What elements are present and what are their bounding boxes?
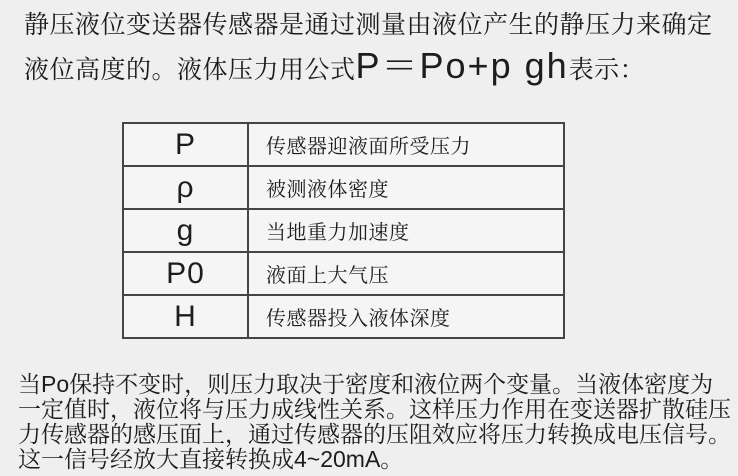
- paragraph-line: 当Po保持不变时，则压力取决于密度和液位两个变量。当液体密度为: [18, 371, 714, 397]
- intro-line-2-prefix: 液位高度的。液体压力用公式: [24, 56, 356, 84]
- description-cell: 传感器投入液体深度: [248, 295, 564, 338]
- intro-paragraph: [24, 6, 724, 90]
- table-row: [123, 252, 564, 295]
- table-row: [123, 123, 564, 166]
- description-cell: 当地重力加速度: [248, 209, 564, 252]
- description-cell: 液面上大气压: [248, 252, 564, 295]
- symbol-cell: g: [123, 209, 248, 252]
- paragraph-line: 这一信号经放大直接转换成4~20mA。: [18, 446, 404, 472]
- table-row: [123, 166, 564, 209]
- intro-line-2: [24, 46, 724, 90]
- intro-line-1: 静压液位变送器传感器是通过测量由液位产生的静压力来确定: [24, 11, 713, 39]
- symbol-cell: P0: [123, 252, 248, 295]
- table-row: [123, 209, 564, 252]
- explanation-paragraph: [18, 372, 730, 472]
- description-cell: 传感器迎液面所受压力: [248, 123, 564, 166]
- symbol-cell: P: [123, 123, 248, 166]
- symbol-cell: ρ: [123, 166, 248, 209]
- paragraph-line: 一定值时，液位将与压力成线性关系。这样压力作用在变送器扩散硅压: [18, 396, 731, 422]
- table-row: [123, 295, 564, 338]
- description-cell: 被测液体密度: [248, 166, 564, 209]
- symbol-cell: H: [123, 295, 248, 338]
- paragraph-line: 力传感器的感压面上，通过传感器的压阻效应将压力转换成电压信号。: [18, 421, 731, 447]
- pressure-formula: P＝Po+p gh: [355, 45, 569, 86]
- formula-symbol-table: [122, 122, 565, 339]
- intro-line-2-suffix: 表示：: [568, 56, 646, 84]
